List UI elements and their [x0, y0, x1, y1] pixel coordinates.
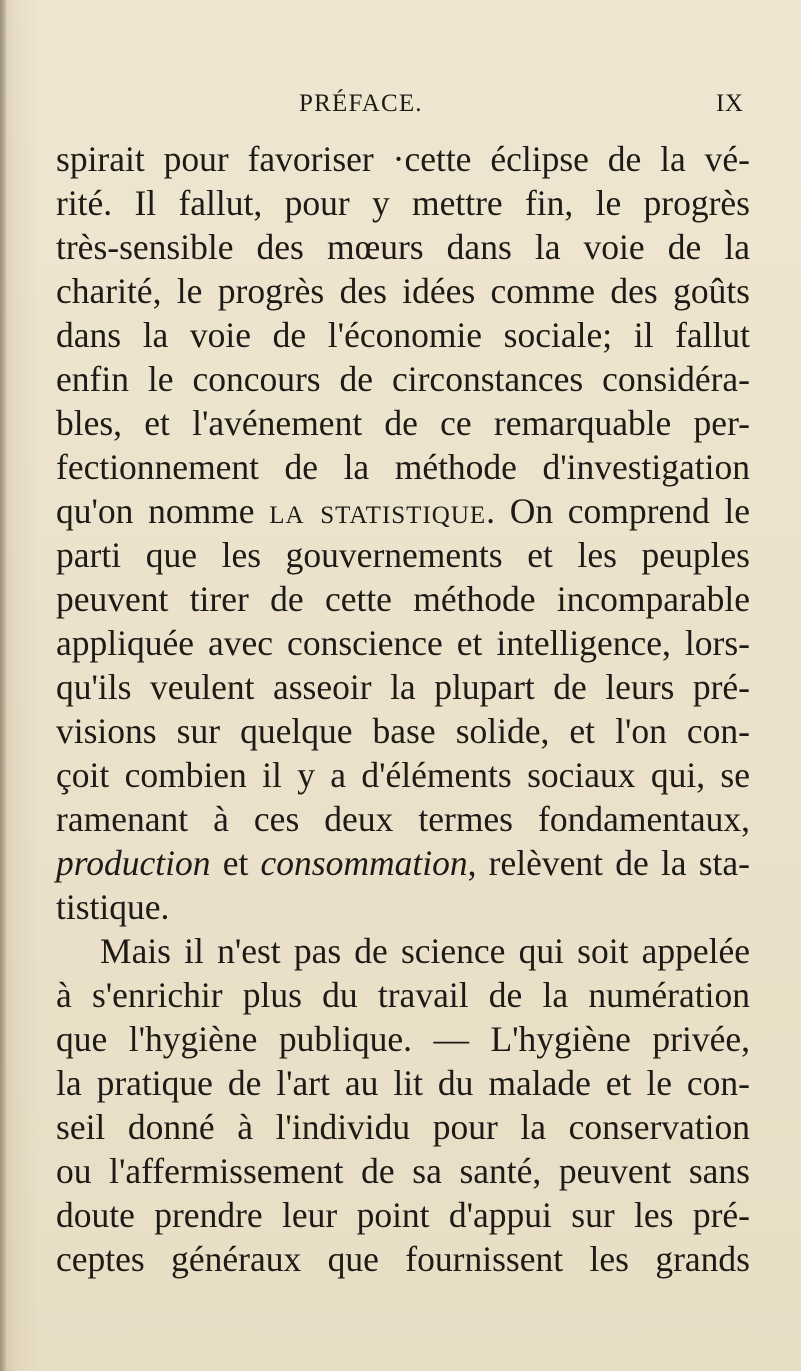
line-text: appliquée avec conscience et intelligence, lors-: [56, 623, 750, 663]
line-text: seil donné à l'individu pour la conservation: [56, 1107, 750, 1147]
text-line: [56, 621, 750, 665]
line-text: ceptes généraux que fournissent les grands: [56, 1239, 750, 1279]
line-text: et: [210, 843, 261, 883]
text-line: [56, 357, 750, 401]
text-line: [56, 269, 750, 313]
line-text: ramenant à ces deux termes fondamentaux,: [56, 799, 750, 839]
text-line: [56, 885, 750, 929]
text-line: [56, 753, 750, 797]
italic-term: production: [56, 843, 211, 883]
line-text: très-sensible des mœurs dans la voie de la: [56, 227, 750, 267]
text-line: [56, 445, 750, 489]
line-text: fectionnement de la méthode d'investigation: [56, 447, 750, 487]
line-text: rité. Il fallut, pour y mettre fin, le progrès: [56, 183, 750, 223]
text-line: [56, 137, 750, 181]
line-text: bles, et l'avénement de ce remarquable per-: [56, 403, 750, 443]
text-line: [56, 797, 750, 841]
line-text: qu'ils veulent asseoir la plupart de leurs pré-: [56, 667, 750, 707]
text-line: [56, 1017, 750, 1061]
line-text: à s'enrichir plus du travail de la numération: [56, 975, 750, 1015]
line-text: doute prendre leur point d'appui sur les pré-: [56, 1195, 750, 1235]
text-line: [56, 1237, 750, 1281]
italic-term: consommation: [260, 843, 468, 883]
line-text: dans la voie de l'économie sociale; il fallut: [56, 315, 750, 355]
text-line: [56, 709, 750, 753]
text-line: [56, 181, 750, 225]
text-line: [56, 1105, 750, 1149]
text-line: [56, 1149, 750, 1193]
line-text: enfin le concours de circonstances considéra-: [56, 359, 750, 399]
text-line: [56, 577, 750, 621]
line-text: . On comprend le: [486, 491, 750, 531]
line-text: peuvent tirer de cette méthode incomparable: [56, 579, 750, 619]
text-line: [56, 841, 750, 885]
paragraph-start-line: [100, 929, 750, 973]
line-text: çoit combien il y a d'éléments sociaux qui, se: [56, 755, 750, 795]
running-head-title: PRÉFACE.: [299, 90, 423, 117]
small-caps-term: la statistique: [269, 491, 487, 531]
line-text: ou l'affermissement de sa santé, peuvent sans: [56, 1151, 750, 1191]
text-line: [56, 401, 750, 445]
line-text: la pratique de l'art au lit du malade et le con-: [56, 1063, 750, 1103]
line-text: Mais il n'est pas de science qui soit appelée: [100, 931, 750, 971]
page-number: IX: [716, 90, 744, 117]
line-text: spirait pour favoriser ·cette éclipse de la vé-: [56, 139, 750, 179]
line-text: parti que les gouvernements et les peuples: [56, 535, 750, 575]
line-text: que l'hygiène publique. — L'hygiène privée,: [56, 1019, 750, 1059]
text-line: [56, 1193, 750, 1237]
text-line: [56, 533, 750, 577]
text-line: [56, 665, 750, 709]
line-text: tistique.: [56, 887, 170, 927]
text-line: [56, 973, 750, 1017]
line-text: , relèvent de la sta-: [467, 843, 750, 883]
text-line: [56, 489, 750, 533]
text-line: [56, 225, 750, 269]
text-line: [56, 313, 750, 357]
text-line: [56, 1061, 750, 1105]
line-text: charité, le progrès des idées comme des goûts: [56, 271, 750, 311]
line-text: visions sur quelque base solide, et l'on con-: [56, 711, 750, 751]
line-text: qu'on nomme: [56, 491, 270, 531]
